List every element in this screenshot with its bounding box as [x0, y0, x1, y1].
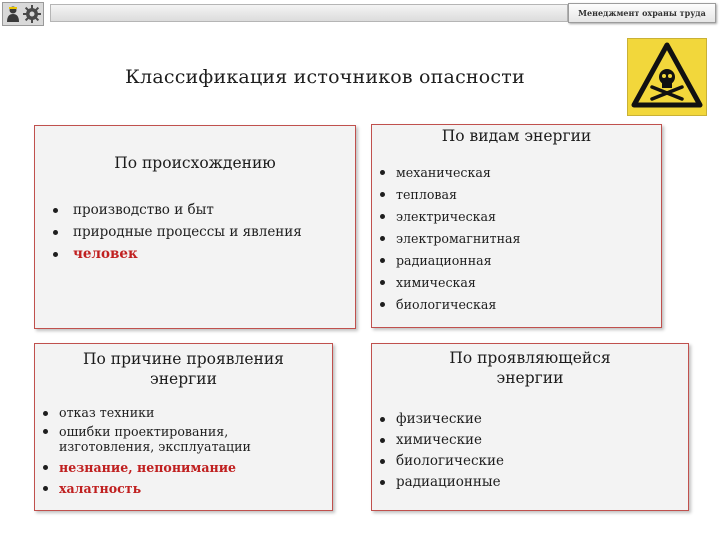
- gear-icon: [23, 5, 41, 23]
- list-item: отказ техники: [39, 403, 324, 422]
- list-item: человек: [45, 243, 350, 265]
- panel-energy-types: [371, 124, 662, 328]
- list-item: электромагнитная: [376, 228, 656, 250]
- cause-list: [39, 403, 324, 499]
- panel-manifest-heading: [372, 348, 688, 388]
- bullet-icon: [380, 236, 385, 241]
- worker-logo-icon: [6, 6, 20, 22]
- page-title: Классификация источников опасности: [125, 66, 525, 88]
- bullet-icon: [380, 459, 385, 464]
- logo: [2, 2, 44, 26]
- list-item: физические: [376, 409, 676, 430]
- list-item: радиационные: [376, 472, 676, 493]
- list-item: биологические: [376, 451, 676, 472]
- header-bar: [50, 4, 568, 22]
- bullet-icon: [43, 465, 48, 470]
- bullet-icon: [380, 480, 385, 485]
- panel-cause: [34, 343, 333, 511]
- list-item: природные процессы и явления: [45, 221, 350, 243]
- list-item: незнание, непонимание: [39, 457, 324, 478]
- list-item: тепловая: [376, 184, 656, 206]
- list-item: халатность: [39, 478, 324, 499]
- bullet-icon: [380, 192, 385, 197]
- energy-list: [376, 162, 656, 316]
- bullet-icon: [43, 486, 48, 491]
- panel-origin: [34, 125, 356, 329]
- panel-cause-heading-line1: По причине проявления: [83, 350, 284, 368]
- list-item: радиационная: [376, 250, 656, 272]
- top-banner: [0, 0, 720, 26]
- list-item: химическая: [376, 272, 656, 294]
- brand-label: Менеджмент охраны труда: [568, 3, 716, 23]
- bullet-icon: [380, 417, 385, 422]
- panel-energy-heading: По видам энергии: [441, 127, 592, 145]
- panel-manifest-heading-line2: энергии: [496, 369, 564, 387]
- bullet-icon: [43, 411, 48, 416]
- list-item: биологическая: [376, 294, 656, 316]
- list-item: производство и быт: [45, 199, 350, 221]
- panel-origin-heading: По происхождению: [114, 154, 276, 172]
- panel-manifest-heading-line1: По проявляющейся: [449, 349, 611, 367]
- bullet-icon: [380, 302, 385, 307]
- bullet-icon: [380, 258, 385, 263]
- bullet-icon: [380, 214, 385, 219]
- bullet-icon: [43, 429, 48, 434]
- list-item: механическая: [376, 162, 656, 184]
- panel-manifest: [371, 343, 689, 511]
- bullet-icon: [380, 170, 385, 175]
- bullet-icon: [53, 230, 58, 235]
- panel-cause-heading: [35, 349, 332, 389]
- origin-list: [45, 199, 350, 265]
- panel-cause-heading-line2: энергии: [150, 370, 217, 388]
- bullet-icon: [380, 438, 385, 443]
- list-item: ошибки проектирования, изготовления, эксплуатации: [39, 422, 324, 457]
- list-item: электрическая: [376, 206, 656, 228]
- list-item: химические: [376, 430, 676, 451]
- manifest-list: [376, 409, 676, 493]
- bullet-icon: [380, 280, 385, 285]
- bullet-icon: [53, 208, 58, 213]
- bullet-icon: [53, 252, 58, 257]
